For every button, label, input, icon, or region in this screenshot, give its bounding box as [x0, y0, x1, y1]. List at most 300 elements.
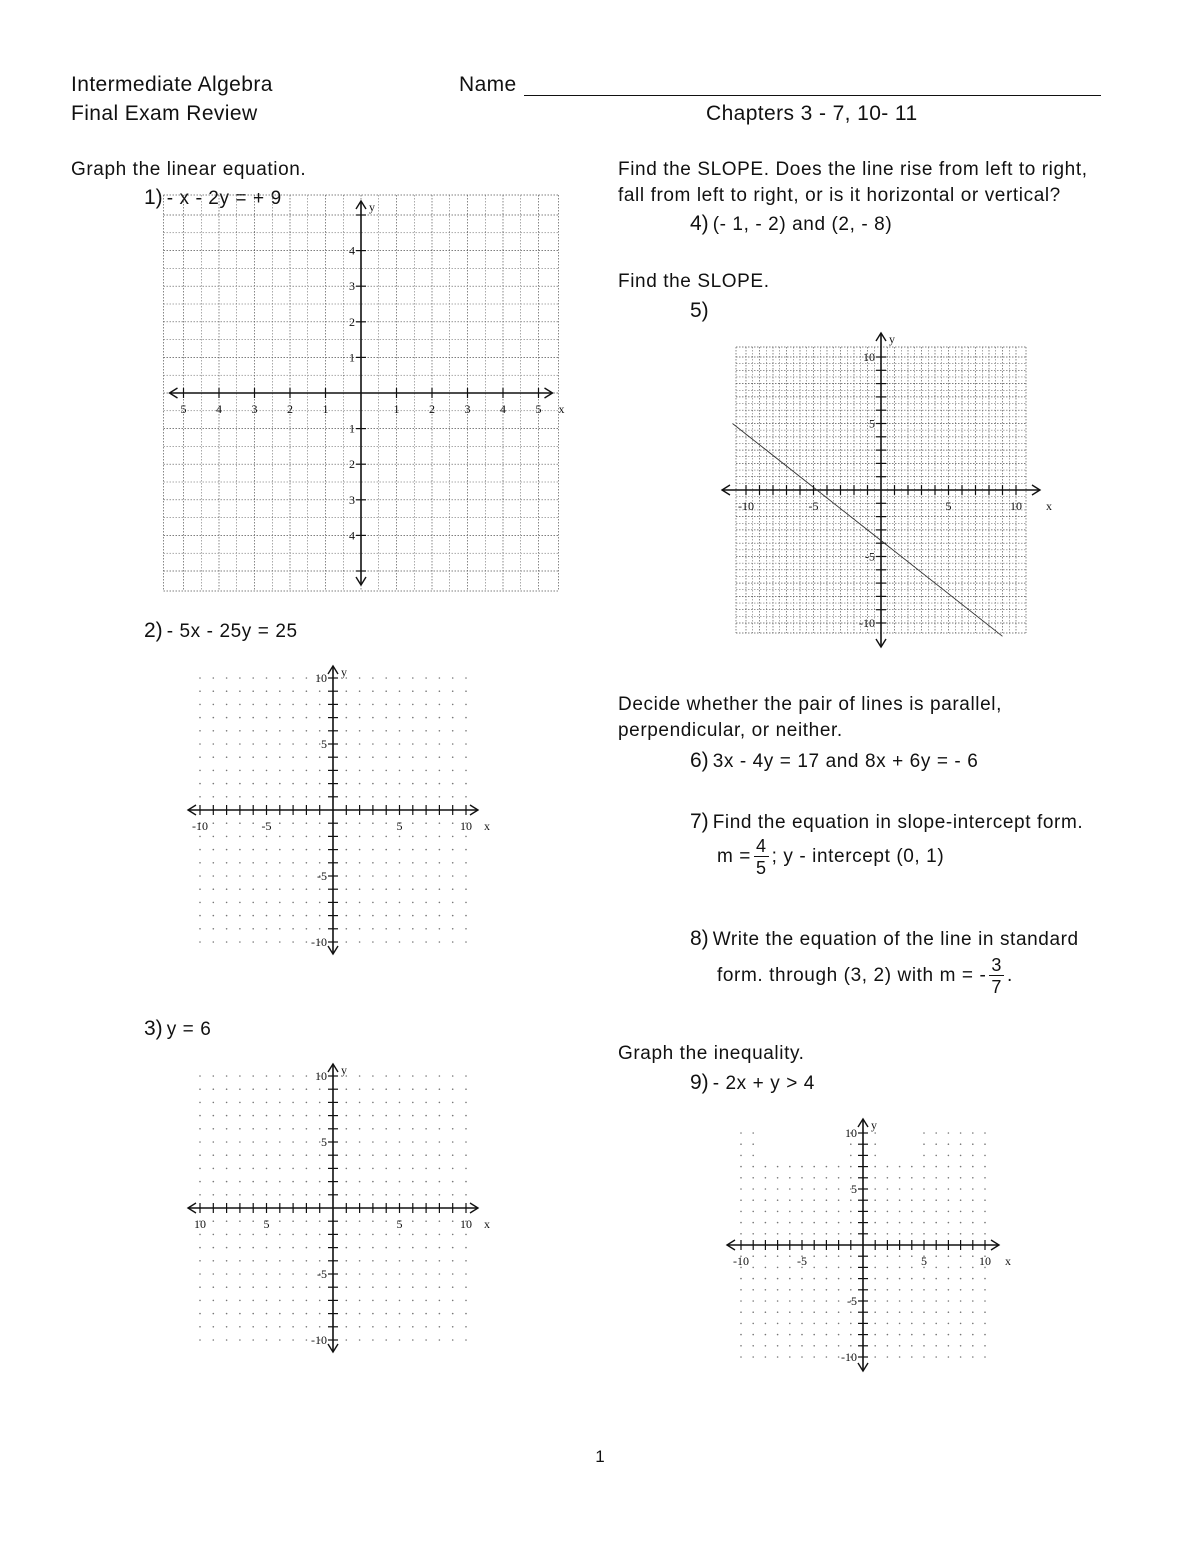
grid-dot — [359, 704, 361, 706]
grid-dot — [412, 915, 414, 917]
grid-dot — [412, 1128, 414, 1130]
grid-dot — [359, 1154, 361, 1156]
grid-dot — [465, 796, 467, 798]
grid-dot — [752, 1177, 754, 1179]
grid-dot — [887, 1222, 889, 1224]
grid-dot — [972, 1233, 974, 1235]
grid-dot — [292, 1286, 294, 1288]
grid-dot — [359, 1168, 361, 1170]
grid-dot — [923, 1345, 925, 1347]
grid-dot — [826, 1166, 828, 1168]
grid-dot — [319, 756, 321, 758]
grid-dot — [213, 836, 215, 838]
grid-dot — [899, 1255, 901, 1257]
grid-dot — [412, 743, 414, 745]
grid-dot — [385, 1194, 387, 1196]
grid-dot — [306, 1088, 308, 1090]
grid-dot — [850, 1334, 852, 1336]
grid-dot — [239, 902, 241, 904]
grid-dot — [826, 1356, 828, 1358]
grid-dot — [984, 1222, 986, 1224]
grid-dot — [252, 783, 254, 785]
grid-dot — [213, 770, 215, 772]
problem-3 — [144, 1018, 211, 1039]
grid-dot — [765, 1211, 767, 1213]
grid-dot — [412, 875, 414, 877]
grid-dot — [252, 1273, 254, 1275]
grid-dot — [266, 849, 268, 851]
grid-dot — [359, 1075, 361, 1077]
grid-dot — [319, 1220, 321, 1222]
grid-dot — [239, 783, 241, 785]
grid-dot — [226, 836, 228, 838]
grid-dot — [372, 1115, 374, 1117]
grid-dot — [199, 756, 201, 758]
grid-dot — [935, 1143, 937, 1145]
grid-dot — [412, 704, 414, 706]
grid-dot — [439, 822, 441, 824]
grid-dot — [899, 1356, 901, 1358]
grid-dot — [452, 1339, 454, 1341]
grid-dot — [319, 1194, 321, 1196]
grid-dot — [226, 704, 228, 706]
grid-dot — [752, 1311, 754, 1313]
y-tick-label: 3 — [349, 492, 355, 507]
grid-dot — [372, 1141, 374, 1143]
grid-dot — [740, 1278, 742, 1280]
grid-dot — [279, 1339, 281, 1341]
grid-dot — [465, 1273, 467, 1275]
grid-dot — [319, 915, 321, 917]
grid-dot — [923, 1177, 925, 1179]
grid-dot — [813, 1356, 815, 1358]
graph-3-dots[interactable] — [160, 1038, 520, 1378]
grid-dot — [984, 1211, 986, 1213]
grid-dot — [359, 1247, 361, 1249]
grid-dot — [399, 756, 401, 758]
grid-dot — [199, 862, 201, 864]
grid-dot — [777, 1334, 779, 1336]
grid-dot — [740, 1345, 742, 1347]
grid-dot — [826, 1267, 828, 1269]
grid-dot — [874, 1311, 876, 1313]
grid-dot — [306, 915, 308, 917]
grid-dot — [935, 1311, 937, 1313]
grid-dot — [292, 875, 294, 877]
grid-dot — [399, 928, 401, 930]
grid-dot — [346, 941, 348, 943]
grid-dot — [425, 717, 427, 719]
grid-dot — [306, 1234, 308, 1236]
grid-dot — [439, 796, 441, 798]
grid-dot — [292, 1247, 294, 1249]
grid-dot — [923, 1278, 925, 1280]
grid-dot — [452, 1115, 454, 1117]
grid-dot — [359, 1102, 361, 1104]
grid-dot — [319, 796, 321, 798]
grid-dot — [292, 730, 294, 732]
grid-dot — [439, 1273, 441, 1275]
grid-dot — [452, 849, 454, 851]
grid-dot — [935, 1132, 937, 1134]
grid-dot — [425, 783, 427, 785]
x-tick-label: 10 — [460, 819, 472, 833]
grid-dot — [887, 1278, 889, 1280]
grid-dot — [372, 928, 374, 930]
grid-dot — [948, 1222, 950, 1224]
grid-dot — [972, 1211, 974, 1213]
grid-dot — [972, 1222, 974, 1224]
grid-dot — [984, 1356, 986, 1358]
grid-dot — [813, 1267, 815, 1269]
problem-4 — [690, 213, 892, 234]
grid-dot — [359, 915, 361, 917]
grid-dot — [740, 1143, 742, 1145]
problem-8 — [690, 928, 1079, 949]
grid-dot — [874, 1345, 876, 1347]
grid-dot — [346, 822, 348, 824]
graph-1-grid[interactable] — [160, 200, 570, 580]
grid-dot — [439, 1247, 441, 1249]
grid-dot — [266, 1115, 268, 1117]
instruction-find-slope: Find the SLOPE. — [618, 271, 770, 292]
grid-dot — [279, 836, 281, 838]
grid-dot — [972, 1199, 974, 1201]
graph-2-dots[interactable] — [160, 640, 520, 980]
grid-dot — [359, 730, 361, 732]
grid-dot — [752, 1132, 754, 1134]
problem-number: 2) — [144, 619, 163, 642]
grid-dot — [372, 1168, 374, 1170]
y-tick-label: 1 — [349, 350, 355, 365]
grid-dot — [452, 1234, 454, 1236]
y-tick-label: -5 — [317, 869, 327, 883]
grid-dot — [465, 1194, 467, 1196]
grid-dot — [465, 783, 467, 785]
grid-dot — [984, 1334, 986, 1336]
grid-dot — [359, 1234, 361, 1236]
grid-dot — [226, 1326, 228, 1328]
grid-dot — [972, 1267, 974, 1269]
grid-dot — [346, 1088, 348, 1090]
grid-dot — [199, 1102, 201, 1104]
grid-dot — [439, 730, 441, 732]
grid-dot — [765, 1334, 767, 1336]
grid-dot — [439, 1075, 441, 1077]
grid-dot — [412, 1141, 414, 1143]
name-blank-line[interactable] — [524, 95, 1101, 96]
grid-dot — [306, 1220, 308, 1222]
grid-dot — [306, 836, 308, 838]
y-tick-label: 1 — [349, 421, 355, 436]
grid-dot — [412, 902, 414, 904]
grid-dot — [984, 1166, 986, 1168]
grid-dot — [838, 1289, 840, 1291]
grid-dot — [199, 1286, 201, 1288]
grid-dot — [765, 1166, 767, 1168]
grid-dot — [465, 1168, 467, 1170]
grid-dot — [850, 1255, 852, 1257]
grid-dot — [439, 743, 441, 745]
grid-dot — [465, 730, 467, 732]
grid-dot — [213, 1220, 215, 1222]
grid-dot — [439, 1300, 441, 1302]
grid-dot — [789, 1300, 791, 1302]
grid-dot — [899, 1177, 901, 1179]
y-tick-label: -10 — [859, 616, 875, 630]
grid-dot — [372, 1247, 374, 1249]
grid-dot — [838, 1166, 840, 1168]
grid-dot — [412, 1168, 414, 1170]
grid-dot — [346, 1128, 348, 1130]
x-axis-label: x — [558, 402, 565, 416]
grid-dot — [306, 783, 308, 785]
grid-dot — [385, 1234, 387, 1236]
grid-dot — [740, 1311, 742, 1313]
grid-dot — [948, 1188, 950, 1190]
grid-dot — [777, 1233, 779, 1235]
grid-dot — [359, 941, 361, 943]
grid-dot — [465, 677, 467, 679]
grid-dot — [960, 1222, 962, 1224]
x-tick-label: 5 — [180, 402, 187, 416]
grid-dot — [948, 1166, 950, 1168]
grid-dot — [266, 1194, 268, 1196]
grid-dot — [801, 1278, 803, 1280]
grid-dot — [789, 1289, 791, 1291]
grid-dot — [372, 704, 374, 706]
grid-dot — [923, 1323, 925, 1325]
grid-dot — [346, 1286, 348, 1288]
grid-dot — [292, 1313, 294, 1315]
grid-dot — [452, 822, 454, 824]
grid-dot — [960, 1143, 962, 1145]
grid-dot — [279, 743, 281, 745]
problem-number: 9) — [690, 1071, 709, 1094]
grid-dot — [372, 677, 374, 679]
grid-dot — [266, 756, 268, 758]
grid-dot — [372, 1128, 374, 1130]
grid-dot — [740, 1177, 742, 1179]
grid-dot — [372, 783, 374, 785]
grid-dot — [850, 1289, 852, 1291]
grid-dot — [740, 1323, 742, 1325]
grid-dot — [199, 1154, 201, 1156]
grid-dot — [850, 1222, 852, 1224]
grid-dot — [439, 875, 441, 877]
grid-dot — [813, 1211, 815, 1213]
grid-dot — [279, 941, 281, 943]
grid-dot — [412, 928, 414, 930]
grid-dot — [899, 1222, 901, 1224]
grid-dot — [439, 915, 441, 917]
grid-dot — [292, 756, 294, 758]
grid-dot — [213, 1260, 215, 1262]
course-title: Intermediate Algebra — [71, 73, 273, 96]
grid-dot — [452, 704, 454, 706]
grid-dot — [838, 1199, 840, 1201]
grid-dot — [777, 1300, 779, 1302]
grid-dot — [346, 1115, 348, 1117]
grid-dot — [838, 1211, 840, 1213]
grid-dot — [279, 1141, 281, 1143]
grid-dot — [439, 1128, 441, 1130]
grid-dot — [213, 1168, 215, 1170]
grid-dot — [801, 1233, 803, 1235]
grid-dot — [252, 902, 254, 904]
grid-dot — [465, 941, 467, 943]
x-tick-label: 3 — [251, 402, 258, 416]
grid-dot — [372, 756, 374, 758]
grid-dot — [226, 915, 228, 917]
grid-dot — [199, 743, 201, 745]
grid-dot — [199, 888, 201, 890]
grid-dot — [752, 1289, 754, 1291]
grid-dot — [412, 1088, 414, 1090]
grid-dot — [292, 1326, 294, 1328]
grid-dot — [266, 875, 268, 877]
grid-dot — [385, 1141, 387, 1143]
grid-dot — [292, 1234, 294, 1236]
grid-dot — [923, 1166, 925, 1168]
grid-dot — [385, 704, 387, 706]
grid-dot — [452, 941, 454, 943]
problem-number: 8) — [690, 927, 709, 950]
grid-dot — [465, 1300, 467, 1302]
graph-5-line — [710, 318, 1060, 663]
problem-text: - 2x + y > 4 — [712, 1073, 815, 1094]
grid-dot — [452, 1273, 454, 1275]
grid-dot — [899, 1323, 901, 1325]
grid-dot — [239, 1247, 241, 1249]
grid-dot — [850, 1233, 852, 1235]
grid-dot — [266, 1286, 268, 1288]
grid-dot — [266, 1260, 268, 1262]
grid-dot — [372, 1313, 374, 1315]
grid-dot — [306, 770, 308, 772]
grid-dot — [960, 1356, 962, 1358]
grid-dot — [372, 1194, 374, 1196]
grid-dot — [887, 1289, 889, 1291]
grid-dot — [838, 1177, 840, 1179]
grid-dot — [266, 783, 268, 785]
grid-dot — [385, 928, 387, 930]
graph-9-dots[interactable] — [710, 1095, 1040, 1395]
grid-dot — [452, 902, 454, 904]
grid-dot — [385, 822, 387, 824]
grid-dot — [199, 1273, 201, 1275]
grid-dot — [199, 1234, 201, 1236]
grid-dot — [266, 1075, 268, 1077]
grid-dot — [306, 1154, 308, 1156]
grid-dot — [887, 1188, 889, 1190]
grid-dot — [346, 796, 348, 798]
grid-dot — [319, 1286, 321, 1288]
grid-dot — [850, 1345, 852, 1347]
grid-dot — [279, 1286, 281, 1288]
grid-dot — [412, 1234, 414, 1236]
grid-dot — [226, 1102, 228, 1104]
problem-number: 1) — [144, 186, 163, 209]
grid-dot — [399, 849, 401, 851]
grid-dot — [306, 1339, 308, 1341]
grid-dot — [972, 1311, 974, 1313]
grid-dot — [199, 1313, 201, 1315]
grid-dot — [948, 1345, 950, 1347]
grid-dot — [346, 756, 348, 758]
grid-dot — [199, 1326, 201, 1328]
instruction-parallel-1: Decide whether the pair of lines is parallel, — [618, 694, 1002, 715]
grid-dot — [372, 690, 374, 692]
grid-dot — [226, 902, 228, 904]
grid-dot — [279, 915, 281, 917]
problem-text: (- 1, - 2) and (2, - 8) — [712, 214, 893, 235]
grid-dot — [439, 1194, 441, 1196]
grid-dot — [346, 1194, 348, 1196]
grid-dot — [359, 796, 361, 798]
grid-dot — [960, 1300, 962, 1302]
grid-dot — [399, 1286, 401, 1288]
grid-dot — [425, 796, 427, 798]
grid-dot — [923, 1132, 925, 1134]
grid-dot — [777, 1255, 779, 1257]
grid-dot — [425, 836, 427, 838]
grid-dot — [984, 1311, 986, 1313]
grid-dot — [279, 756, 281, 758]
grid-dot — [226, 1115, 228, 1117]
grid-dot — [813, 1166, 815, 1168]
grid-dot — [911, 1199, 913, 1201]
grid-dot — [412, 1286, 414, 1288]
grid-dot — [838, 1222, 840, 1224]
grid-dot — [252, 677, 254, 679]
x-tick-label: 3 — [464, 402, 471, 416]
grid-dot — [372, 1181, 374, 1183]
grid-dot — [452, 1168, 454, 1170]
grid-dot — [948, 1278, 950, 1280]
grid-dot — [385, 1247, 387, 1249]
grid-dot — [346, 1326, 348, 1328]
grid-dot — [252, 822, 254, 824]
grid-dot — [911, 1300, 913, 1302]
grid-dot — [399, 1313, 401, 1315]
grid-dot — [789, 1323, 791, 1325]
grid-dot — [752, 1233, 754, 1235]
grid-dot — [777, 1267, 779, 1269]
grid-dot — [239, 1115, 241, 1117]
grid-dot — [279, 862, 281, 864]
grid-dot — [226, 756, 228, 758]
grid-dot — [452, 1102, 454, 1104]
grid-dot — [412, 1154, 414, 1156]
grid-dot — [850, 1211, 852, 1213]
grid-dot — [372, 875, 374, 877]
x-axis-label: x — [484, 819, 490, 833]
grid-dot — [306, 1128, 308, 1130]
grid-dot — [777, 1356, 779, 1358]
grid-dot — [213, 796, 215, 798]
grid-dot — [306, 1313, 308, 1315]
grid-dot — [372, 717, 374, 719]
grid-dot — [899, 1345, 901, 1347]
grid-dot — [838, 1188, 840, 1190]
instruction-parallel-2: perpendicular, or neither. — [618, 720, 843, 741]
grid-dot — [740, 1289, 742, 1291]
grid-dot — [399, 915, 401, 917]
grid-dot — [452, 1194, 454, 1196]
grid-dot — [385, 915, 387, 917]
grid-dot — [399, 1273, 401, 1275]
